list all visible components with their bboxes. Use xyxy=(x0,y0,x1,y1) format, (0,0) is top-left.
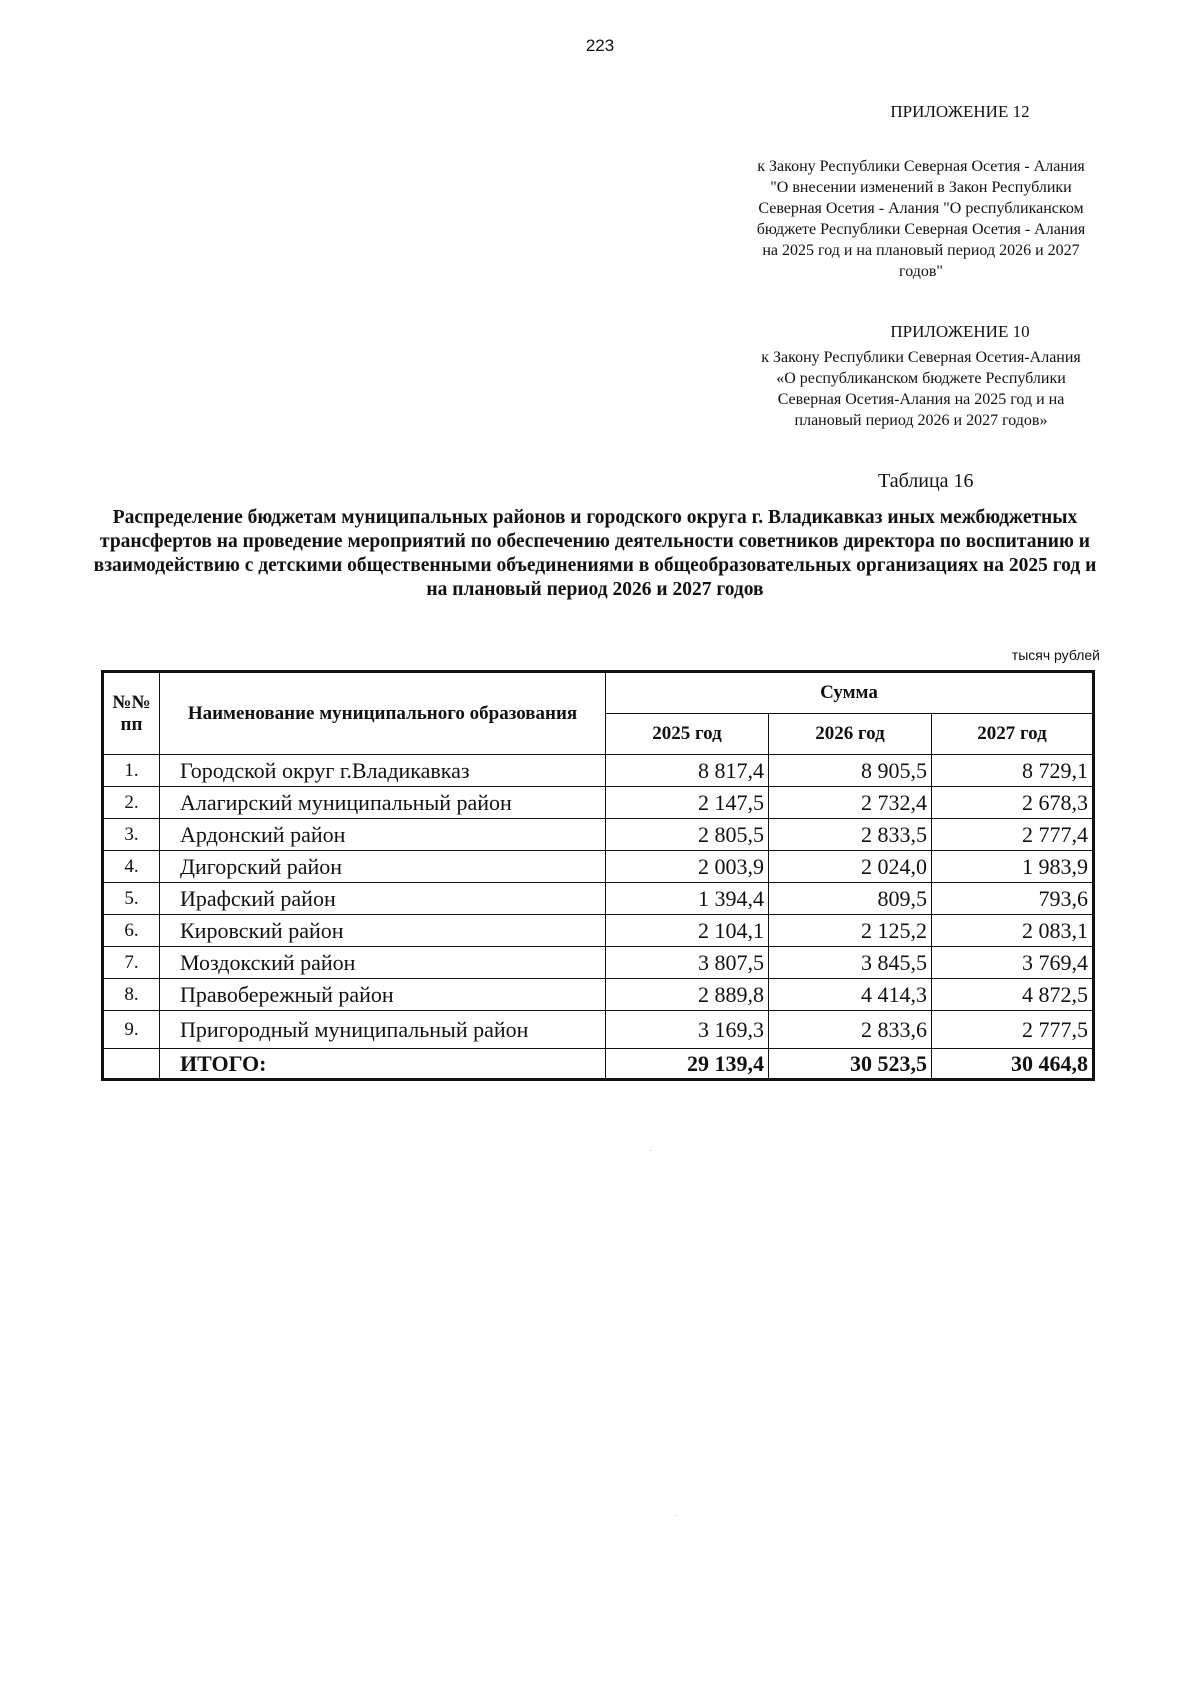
table-row xyxy=(103,819,1094,851)
row-value-2025: 2 889,8 xyxy=(606,979,769,1011)
row-value-2026: 2 732,4 xyxy=(769,787,932,819)
row-value-2027: 2 678,3 xyxy=(932,787,1094,819)
row-value-2026: 2 125,2 xyxy=(769,915,932,947)
row-num: 1. xyxy=(103,755,160,787)
table-row xyxy=(103,979,1094,1011)
row-num: 9. xyxy=(103,1011,160,1049)
row-num: 5. xyxy=(103,883,160,915)
row-value-2027: 2 083,1 xyxy=(932,915,1094,947)
total-2027: 30 464,8 xyxy=(932,1049,1094,1080)
row-name: Ардонский район xyxy=(160,819,606,851)
total-label: ИТОГО: xyxy=(160,1049,606,1080)
total-2026: 30 523,5 xyxy=(769,1049,932,1080)
row-num: 8. xyxy=(103,979,160,1011)
total-num xyxy=(103,1049,160,1080)
total-2025: 29 139,4 xyxy=(606,1049,769,1080)
table-row xyxy=(103,851,1094,883)
table-row xyxy=(103,1011,1094,1049)
row-value-2025: 8 817,4 xyxy=(606,755,769,787)
row-value-2027: 1 983,9 xyxy=(932,851,1094,883)
table-body xyxy=(103,755,1094,1080)
row-value-2026: 2 833,6 xyxy=(769,1011,932,1049)
row-name: Алагирский муниципальный район xyxy=(160,787,606,819)
row-num: 2. xyxy=(103,787,160,819)
row-value-2025: 2 003,9 xyxy=(606,851,769,883)
row-value-2026: 2 024,0 xyxy=(769,851,932,883)
row-value-2027: 793,6 xyxy=(932,883,1094,915)
row-num: 3. xyxy=(103,819,160,851)
table-row xyxy=(103,915,1094,947)
row-value-2027: 4 872,5 xyxy=(932,979,1094,1011)
row-value-2025: 3 169,3 xyxy=(606,1011,769,1049)
header-sum: Сумма xyxy=(606,672,1094,714)
row-value-2026: 809,5 xyxy=(769,883,932,915)
row-name: Моздокский район xyxy=(160,947,606,979)
row-value-2025: 3 807,5 xyxy=(606,947,769,979)
row-value-2027: 3 769,4 xyxy=(932,947,1094,979)
header-num: №№ пп xyxy=(103,672,160,755)
row-name: Пригородный муниципальный район xyxy=(160,1011,606,1049)
row-name: Ирафский район xyxy=(160,883,606,915)
document-title: Распределение бюджетам муниципальных районов и городского округа г. Владикавказ иных межбюджетных трансфертов на проведение мероприятий по обеспечению деятельности советников директора по воспитанию и взаимодействию с детскими общественными объединениями в общеобразовательных организациях на 2025 год и на плановый период 2026 и 2027 годов xyxy=(93,507,1097,600)
row-num: 6. xyxy=(103,915,160,947)
units-label: тысяч рублей xyxy=(1011,647,1100,663)
row-value-2027: 8 729,1 xyxy=(932,755,1094,787)
row-name: Кировский район xyxy=(160,915,606,947)
table-row xyxy=(103,787,1094,819)
row-value-2026: 8 905,5 xyxy=(769,755,932,787)
table-row xyxy=(103,883,1094,915)
row-value-2026: 4 414,3 xyxy=(769,979,932,1011)
header-name: Наименование муниципального образования xyxy=(160,672,606,755)
appendix10-title: ПРИЛОЖЕНИЕ 10 xyxy=(890,322,1030,341)
row-value-2027: 2 777,4 xyxy=(932,819,1094,851)
appendix12-title: ПРИЛОЖЕНИЕ 12 xyxy=(890,102,1030,121)
header-2026: 2026 год xyxy=(769,714,932,755)
row-value-2025: 1 394,4 xyxy=(606,883,769,915)
row-num: 7. xyxy=(103,947,160,979)
scan-speck xyxy=(650,1150,651,1151)
row-name: Дигорский район xyxy=(160,851,606,883)
header-2027: 2027 год xyxy=(932,714,1094,755)
row-value-2025: 2 147,5 xyxy=(606,787,769,819)
row-value-2026: 3 845,5 xyxy=(769,947,932,979)
appendix12-text: к Закону Республики Северная Осетия - Алания "О внесении изменений в Закон Республики Северная Осетия - Алания "О республиканском бюджете Республики Северная Осетия - Алания на 2025 год и на плановый период 2026 и 2027 годов" xyxy=(756,158,1086,280)
table-row xyxy=(103,755,1094,787)
page-number: 223 xyxy=(585,36,615,55)
row-name: Правобережный район xyxy=(160,979,606,1011)
row-value-2027: 2 777,5 xyxy=(932,1011,1094,1049)
row-value-2025: 2 104,1 xyxy=(606,915,769,947)
scan-speck xyxy=(676,1515,677,1516)
row-name: Городской округ г.Владикавказ xyxy=(160,755,606,787)
row-value-2025: 2 805,5 xyxy=(606,819,769,851)
table-row xyxy=(103,947,1094,979)
row-num: 4. xyxy=(103,851,160,883)
appendix10-text: к Закону Республики Северная Осетия-Алания «О республиканском бюджете Республики Северная Осетия-Алания на 2025 год и на плановый период 2026 и 2027 годов» xyxy=(761,349,1081,429)
header-2025: 2025 год xyxy=(606,714,769,755)
row-value-2026: 2 833,5 xyxy=(769,819,932,851)
data-table xyxy=(101,670,1095,1081)
table-number: Таблица 16 xyxy=(878,470,974,492)
total-row xyxy=(103,1049,1094,1080)
